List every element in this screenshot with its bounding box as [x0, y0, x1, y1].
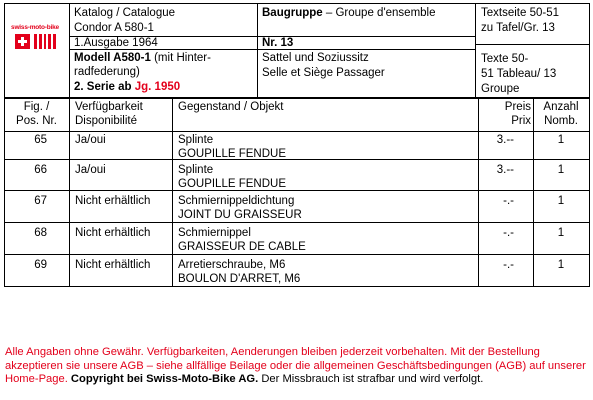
copyright-bold: Copyright bei Swiss-Moto-Bike AG. [70, 373, 259, 385]
col-object-header: Gegenstand / Objekt [178, 101, 284, 113]
col-qty-line1: Anzahl [543, 101, 579, 113]
swiss-cross-icon [15, 34, 30, 49]
row-availability: Nicht erhältlich [75, 259, 151, 271]
group-name-fr: Selle et Siège Passager [262, 67, 385, 79]
row-qty: 1 [557, 164, 565, 176]
row-name-fr: BOULON D'ARRET, M6 [178, 273, 301, 285]
row-availability: Ja/oui [75, 134, 106, 146]
disclaimer-red: Alle Angaben ohne Gewähr. Verfügbarkeiten, Aenderungen bleiben jederzeit vorbehalten. Mit der Bestellung akzeptieren sie unsere AGB – siehe allfällige Beilage oder die allgemeinen Geschäftsbedingungen (AGB) auf unserer Home-Page. [5, 346, 586, 385]
disclaimer-tail: Der Missbrauch ist strafbar und wird verfolgt. [258, 373, 484, 385]
model-line [74, 51, 211, 65]
row-price: 3.-- [496, 164, 514, 176]
row-name-de: Splinte [178, 134, 214, 146]
model-note-line2: radfederung) [74, 66, 140, 78]
series-year: Jg. 1950 [134, 81, 181, 93]
col-avail-line1: Verfügbarkeit [75, 101, 143, 113]
texte-line2: 51 Tableau/ 13 [481, 68, 557, 80]
model-note: (mit Hinter- [150, 52, 211, 64]
row-name-fr: GRAISSEUR DE CABLE [178, 241, 306, 253]
row-qty: 1 [557, 195, 565, 207]
row-name-de: Schmiernippeldichtung [178, 195, 295, 207]
col-fig-header [4, 100, 69, 128]
col-fig-line2: Pos. Nr. [16, 115, 57, 127]
disclaimer [5, 346, 590, 387]
col-price-header [478, 100, 531, 128]
series-line [74, 80, 180, 94]
stripes-icon [34, 34, 56, 49]
row-price: -.- [503, 195, 514, 207]
row-name-de: Schmiernippel [178, 227, 251, 239]
row-price: 3.-- [496, 134, 514, 146]
col-fig-line1: Fig. / [23, 101, 50, 113]
row-qty: 1 [557, 227, 565, 239]
logo-wordmark: swiss-moto-bike [11, 24, 59, 31]
row-price: -.- [503, 259, 514, 271]
row-price: -.- [503, 227, 514, 239]
row-name-fr: JOINT DU GRAISSEUR [178, 209, 302, 221]
row-availability: Nicht erhältlich [75, 195, 151, 207]
group-label [262, 6, 436, 20]
catalog-model: Condor A 580-1 [74, 22, 154, 34]
row-pos: 69 [34, 259, 47, 271]
row-pos: 67 [34, 195, 47, 207]
group-number: Nr. 13 [262, 37, 294, 49]
row-pos: 68 [34, 227, 47, 239]
texte-line1: Texte 50- [481, 53, 529, 65]
col-price-line1: Preis [504, 101, 531, 113]
col-price-line2: Prix [511, 115, 531, 127]
col-avail-line2: Disponibilité [75, 115, 138, 127]
col-qty-header [533, 100, 589, 128]
row-availability: Nicht erhältlich [75, 227, 151, 239]
series-label: 2. Serie ab [74, 81, 135, 93]
group-label-bold: Baugruppe [262, 7, 323, 19]
col-avail-header [75, 100, 143, 128]
row-qty: 1 [557, 259, 565, 271]
model-name: Modell A580-1 [74, 52, 151, 64]
row-name-de: Splinte [178, 164, 214, 176]
group-label-rest: – Groupe d'ensemble [322, 7, 436, 19]
row-availability: Ja/oui [75, 164, 106, 176]
row-name-de: Arretierschraube, M6 [178, 259, 286, 271]
textseite-line2: zu Tafel/Gr. 13 [481, 22, 555, 34]
row-name-fr: GOUPILLE FENDUE [178, 148, 286, 160]
row-pos: 65 [34, 134, 47, 146]
catalog-label: Katalog / Catalogue [74, 7, 176, 19]
row-name-fr: GOUPILLE FENDUE [178, 178, 286, 190]
row-pos: 66 [34, 164, 47, 176]
textseite-line1: Textseite 50-51 [481, 7, 559, 19]
edition: 1.Ausgabe 1964 [74, 37, 158, 49]
col-qty-line2: Nomb. [544, 115, 578, 127]
brand-logo [8, 16, 62, 78]
row-qty: 1 [557, 134, 565, 146]
group-name-de: Sattel und Soziussitz [262, 52, 369, 64]
texte-line3: Groupe [481, 83, 520, 95]
